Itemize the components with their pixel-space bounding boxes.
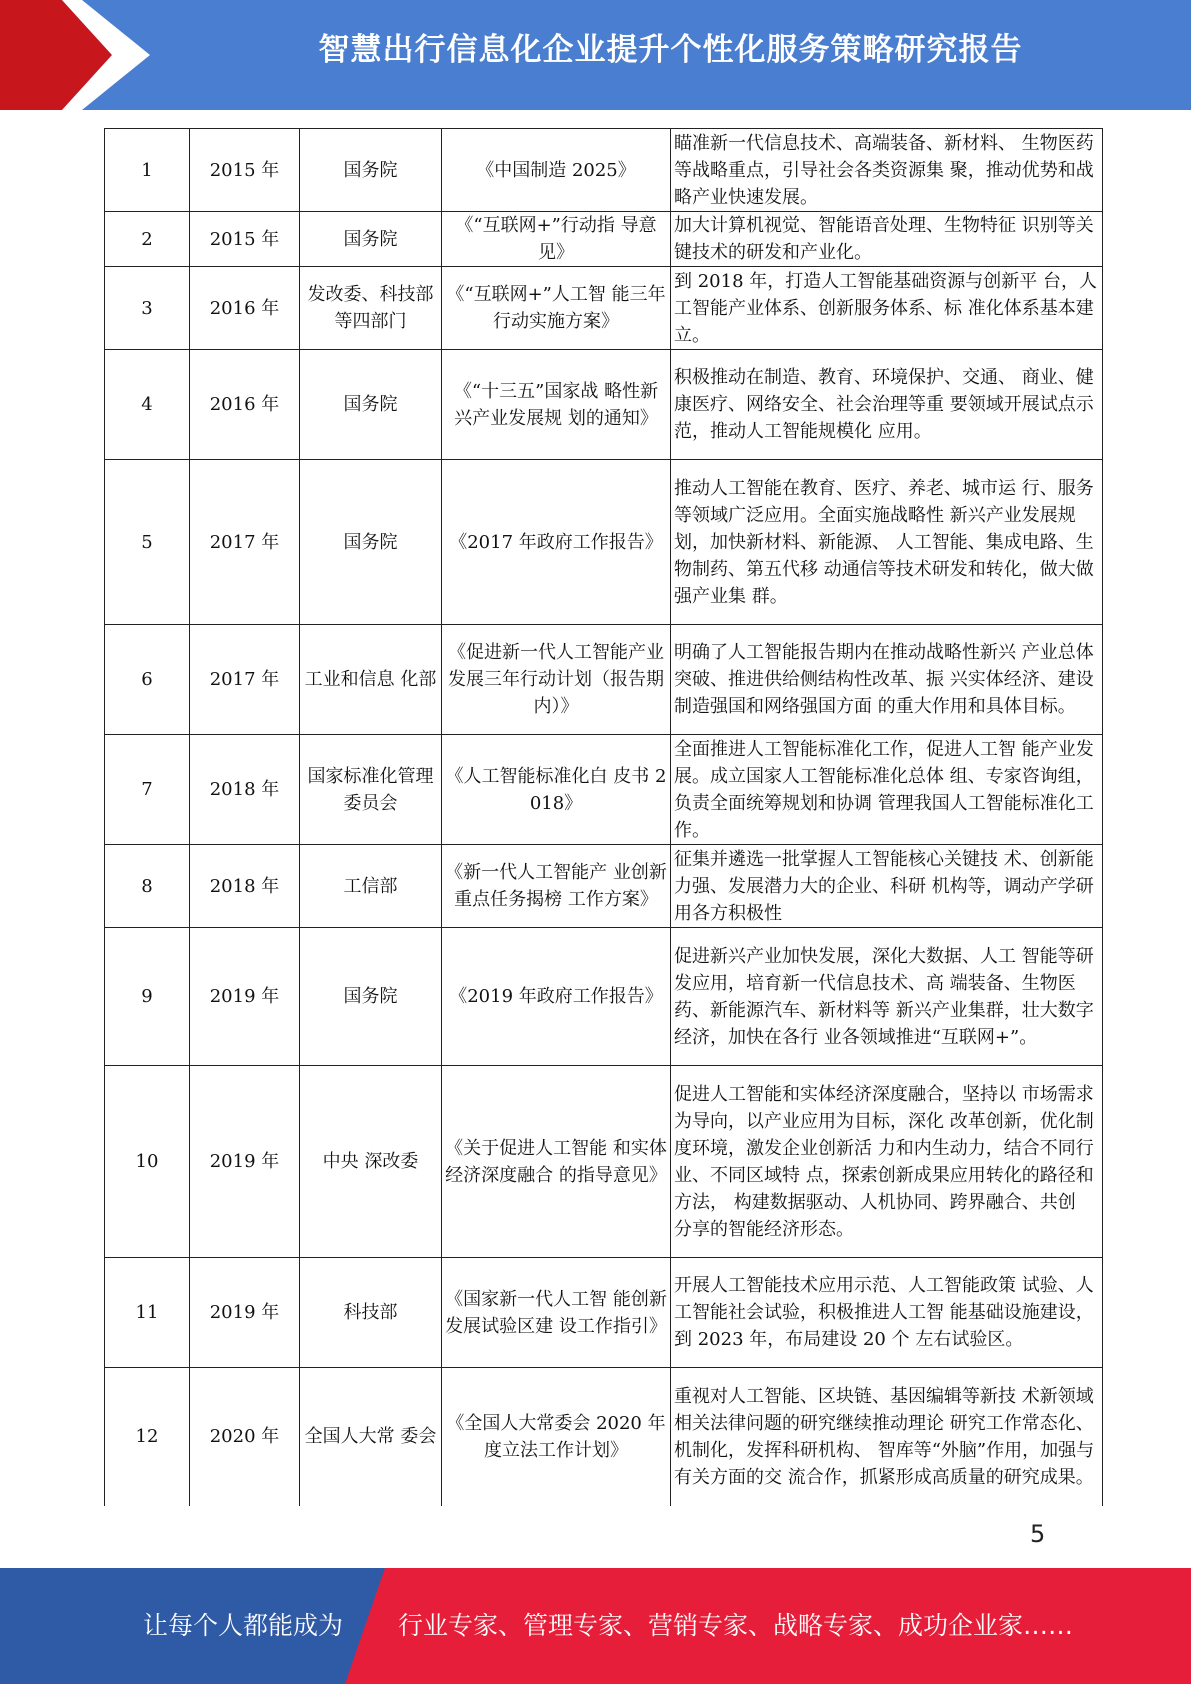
- row-document: 《“十三五”国家战 略性新兴产业发展规 划的通知》: [442, 350, 671, 460]
- row-description: 积极推动在制造、教育、环境保护、交通、 商业、健康医疗、网络安全、社会治理等重 要领域开展试点示范，推动人工智能规模化 应用。: [671, 350, 1103, 460]
- row-document: 《中国制造 2025》: [442, 129, 671, 212]
- row-issuer: 国务院: [300, 460, 442, 625]
- row-description: 征集并遴选一批掌握人工智能核心关键技 术、创新能力强、发展潜力大的企业、科研 机构等，调动产学研用各方积极性: [671, 845, 1103, 928]
- row-issuer: 中央 深改委: [300, 1066, 442, 1258]
- row-description: 促进新兴产业加快发展，深化大数据、人工 智能等研发应用，培育新一代信息技术、高 端装备、生物医药、新能源汽车、新材料等 新兴产业集群，壮大数字经济，加快在各行 业各领域推进“互联网+”。: [671, 928, 1103, 1066]
- policy-table-container: [104, 128, 1097, 1506]
- table-row: [105, 1066, 1103, 1258]
- table-row: [105, 350, 1103, 460]
- row-description: 明确了人工智能报告期内在推动战略性新兴 产业总体突破、推进供给侧结构性改革、振 兴实体经济、建设制造强国和网络强国方面 的重大作用和具体目标。: [671, 625, 1103, 735]
- row-year: 2019 年: [190, 1066, 300, 1258]
- row-year: 2015 年: [190, 129, 300, 212]
- row-year: 2020 年: [190, 1368, 300, 1506]
- row-number: 5: [105, 460, 190, 625]
- row-description: 推动人工智能在教育、医疗、养老、城市运 行、服务等领域广泛应用。全面实施战略性 新兴产业发展规划，加快新材料、新能源、 人工智能、集成电路、生物制药、第五代移 动通信等技术研发和转化，做大做强产业集 群。: [671, 460, 1103, 625]
- row-number: 7: [105, 735, 190, 845]
- row-year: 2016 年: [190, 267, 300, 350]
- row-document: 《2017 年政府工作报告》: [442, 460, 671, 625]
- footer-slogan-right: 行业专家、管理专家、营销专家、战略专家、成功企业家……: [398, 1611, 1074, 1640]
- page-number: 5: [1030, 1520, 1046, 1548]
- row-issuer: 国务院: [300, 928, 442, 1066]
- row-document: 《促进新一代人工智能产业发展三年行动计划（报告期内）》: [442, 625, 671, 735]
- row-year: 2017 年: [190, 460, 300, 625]
- policy-table-body: [105, 129, 1103, 1506]
- row-issuer: 全国人大常 委会: [300, 1368, 442, 1506]
- row-description: 全面推进人工智能标准化工作，促进人工智 能产业发展。成立国家人工智能标准化总体 组、专家咨询组，负责全面统筹规划和协调 管理我国人工智能标准化工作。: [671, 735, 1103, 845]
- page-title: 智慧出行信息化企业提升个性化服务策略研究报告: [318, 32, 1023, 68]
- row-document: 《全国人大常委会 2020 年度立法工作计划》: [442, 1368, 671, 1506]
- policy-table: [104, 128, 1103, 1506]
- row-issuer: 国务院: [300, 212, 442, 267]
- row-issuer: 工信部: [300, 845, 442, 928]
- row-document: 《新一代人工智能产 业创新重点任务揭榜 工作方案》: [442, 845, 671, 928]
- table-row: [105, 460, 1103, 625]
- row-description: 重视对人工智能、区块链、基因编辑等新技 术新领域相关法律问题的研究继续推动理论 研究工作常态化、机制化，发挥科研机构、 智库等“外脑”作用，加强与有关方面的交 流合作，抓紧形成高质量的研究成果。: [671, 1368, 1103, 1506]
- row-number: 2: [105, 212, 190, 267]
- row-number: 12: [105, 1368, 190, 1506]
- row-issuer: 国务院: [300, 350, 442, 460]
- footer-slogan-left: 让每个人都能成为: [143, 1611, 344, 1640]
- row-year: 2018 年: [190, 845, 300, 928]
- row-number: 10: [105, 1066, 190, 1258]
- row-description: 到 2018 年，打造人工智能基础资源与创新平 台，人工智能产业体系、创新服务体系、标 准化体系基本建立。: [671, 267, 1103, 350]
- table-row: [105, 129, 1103, 212]
- row-document: 《关于促进人工智能 和实体经济深度融合 的指导意见》: [442, 1066, 671, 1258]
- row-number: 1: [105, 129, 190, 212]
- row-issuer: 国家标准化管理委员会: [300, 735, 442, 845]
- row-document: 《国家新一代人工智 能创新发展试验区建 设工作指引》: [442, 1258, 671, 1368]
- row-document: 《“互联网+”行动指 导意见》: [442, 212, 671, 267]
- header-banner: [0, 0, 1191, 110]
- row-document: 《2019 年政府工作报告》: [442, 928, 671, 1066]
- row-year: 2019 年: [190, 928, 300, 1066]
- row-year: 2015 年: [190, 212, 300, 267]
- header-arrow-decoration: [0, 0, 150, 110]
- row-description: 瞄准新一代信息技术、高端装备、新材料、 生物医药等战略重点，引导社会各类资源集 聚，推动优势和战略产业快速发展。: [671, 129, 1103, 212]
- row-issuer: 国务院: [300, 129, 442, 212]
- table-row: [105, 267, 1103, 350]
- row-description: 加大计算机视觉、智能语音处理、生物特征 识别等关键技术的研发和产业化。: [671, 212, 1103, 267]
- row-year: 2018 年: [190, 735, 300, 845]
- row-number: 9: [105, 928, 190, 1066]
- row-number: 11: [105, 1258, 190, 1368]
- row-number: 3: [105, 267, 190, 350]
- row-issuer: 发改委、科技部等四部门: [300, 267, 442, 350]
- table-row: [105, 845, 1103, 928]
- row-year: 2019 年: [190, 1258, 300, 1368]
- table-row: [105, 928, 1103, 1066]
- table-row: [105, 212, 1103, 267]
- row-issuer: 工业和信息 化部: [300, 625, 442, 735]
- row-issuer: 科技部: [300, 1258, 442, 1368]
- table-row: [105, 735, 1103, 845]
- row-description: 开展人工智能技术应用示范、人工智能政策 试验、人工智能社会试验，积极推进人工智 能基础设施建设，到 2023 年，布局建设 20 个 左右试验区。: [671, 1258, 1103, 1368]
- footer-banner: [0, 1568, 1191, 1684]
- row-document: 《“互联网+”人工智 能三年行动实施方案》: [442, 267, 671, 350]
- table-row: [105, 625, 1103, 735]
- row-year: 2016 年: [190, 350, 300, 460]
- table-row: [105, 1258, 1103, 1368]
- row-number: 6: [105, 625, 190, 735]
- row-document: 《人工智能标准化白 皮书 2018》: [442, 735, 671, 845]
- table-row: [105, 1368, 1103, 1506]
- row-number: 8: [105, 845, 190, 928]
- row-description: 促进人工智能和实体经济深度融合，坚持以 市场需求为导向，以产业应用为目标，深化 改革创新，优化制度环境，激发企业创新活 力和内生动力，结合不同行业、不同区域特 点，探索创新成果应用转化的路径和方法， 构建数据驱动、人机协同、跨界融合、共创 分享的智能经济形态。: [671, 1066, 1103, 1258]
- row-number: 4: [105, 350, 190, 460]
- row-year: 2017 年: [190, 625, 300, 735]
